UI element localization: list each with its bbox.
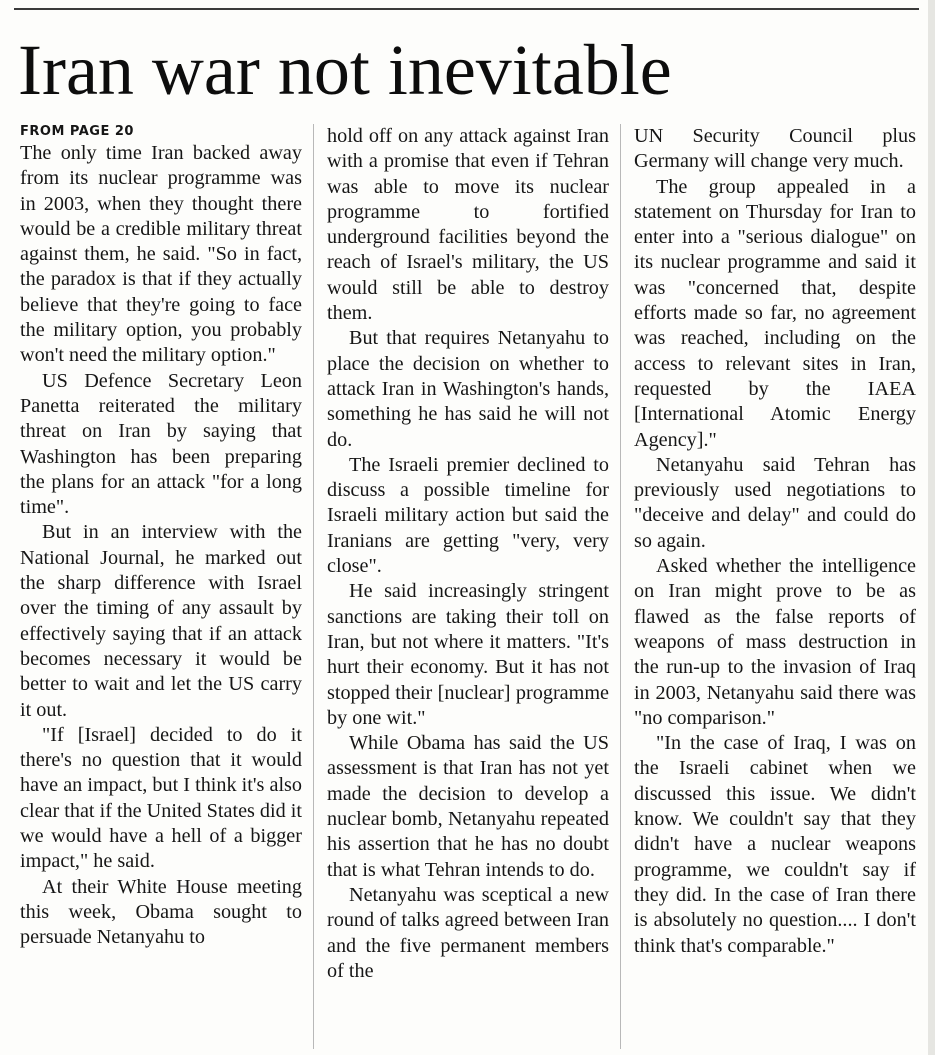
paragraph: But that requires Netanyahu to place the decision on whether to attack Iran in Washington's hands, something he has said he will not do. <box>327 327 609 451</box>
top-rule <box>14 8 919 10</box>
page-edge <box>928 0 935 1055</box>
paragraph: Netanyahu was sceptical a new round of talks agreed between Iran and the five permanent members of the <box>327 883 609 982</box>
paragraph: US Defence Secretary Leon Panetta reiterated the military threat on Iran by saying that Washington has been preparing the plans for an attack "for a long time". <box>20 369 302 519</box>
paragraph: The Israeli premier declined to discuss a possible timeline for Israeli military action but said the Iranians are getting "very, very close". <box>327 453 609 578</box>
paragraph: Asked whether the intelligence on Iran might prove to be as flawed as the false reports of weapons of mass destruction in the run-up to the invasion of Iraq in 2003, Netanyahu said there was "no comparison." <box>634 555 916 729</box>
paragraph: UN Security Council plus Germany will change very much. <box>634 125 916 173</box>
paragraph: At their White House meeting this week, Obama sought to persuade Netanyahu to <box>20 875 302 949</box>
paragraph: hold off on any attack against Iran with a promise that even if Tehran was able to move its nuclear programme to fortified underground facilities beyond the reach of Israel's military, the US would still be able to destroy them. <box>327 125 609 325</box>
paragraph: "If [Israel] decided to do it there's no question that it would have an impact, but I think it's also clear that if the United States did it we would have a hell of a bigger impact," he said. <box>20 723 302 873</box>
article-column-3 <box>634 124 916 1049</box>
paragraph: "In the case of Iraq, I was on the Israeli cabinet when we discussed this issue. We didn't know. We couldn't say that they didn't have a nuclear weapons programme, we couldn't say if they did. In the case of Iran there is absolutely no question.... I don't think that's comparable." <box>634 732 916 957</box>
paragraph: Netanyahu said Tehran has previously used negotiations to "deceive and delay" and could do so again. <box>634 453 916 552</box>
paragraph: The only time Iran backed away from its nuclear programme was in 2003, when they thought there would be a credible military threat against them, he said. "So in fact, the paradox is that if they actually believe that they're going to face the military option, you probably won't need the military option." <box>20 142 302 367</box>
paragraph: The group appealed in a statement on Thursday for Iran to enter into a "serious dialogue" on its nuclear programme and said it was "concerned that, despite efforts made so far, no agreement was reached, including on the access to relevant sites in Iran, requested by the IAEA [International Atomic Energy Agency]." <box>634 175 916 451</box>
headline: Iran war not inevitable <box>18 30 672 110</box>
paragraph: But in an interview with the National Journal, he marked out the sharp difference with Israel over the timing of any assault by effectively saying that if an attack becomes necessary it would be better to wait and let the US carry it out. <box>20 521 302 721</box>
article-column-2 <box>327 124 609 1049</box>
paragraph: While Obama has said the US assessment is that Iran has not yet made the decision to develop a nuclear bomb, Netanyahu repeated his assertion that he has no doubt that is what Tehran intends to do. <box>327 732 609 881</box>
paragraph: He said increasingly stringent sanctions are taking their toll on Iran, but not where it matters. "It's hurt their economy. But it has not stopped their [nuclear] programme by one wit." <box>327 580 609 729</box>
continued-from-label: FROM PAGE 20 <box>20 124 134 139</box>
article-column-1 <box>20 124 302 1049</box>
column-rule <box>620 124 621 1049</box>
column-rule <box>313 124 314 1049</box>
